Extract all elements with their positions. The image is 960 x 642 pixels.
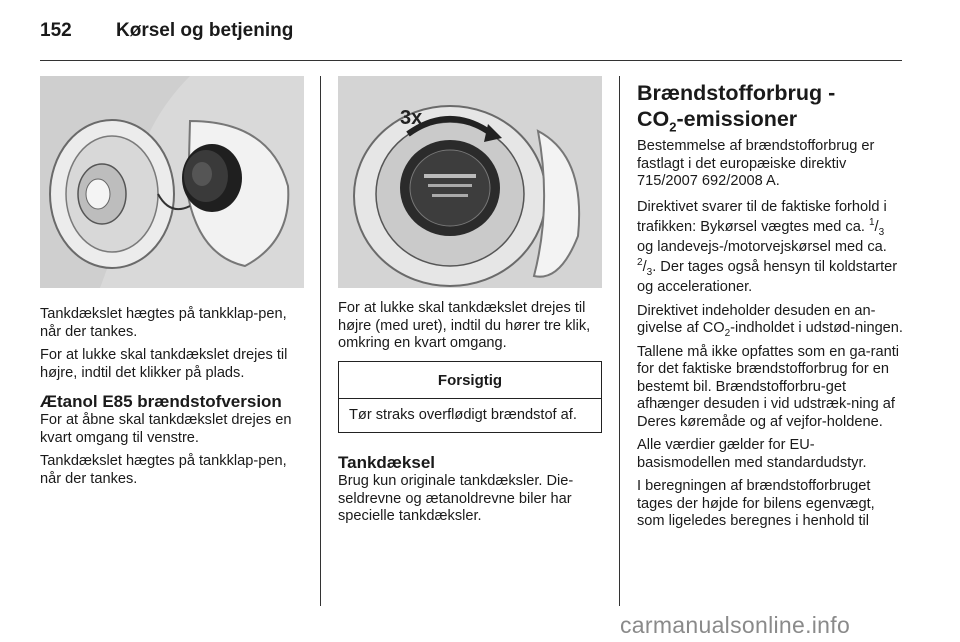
column-divider-2 <box>619 76 620 606</box>
subheading-e85: Ætanol E85 brændstofversion <box>40 392 282 411</box>
column-1 <box>40 76 304 494</box>
paragraph: Tankdækslet hægtes på tankklap-pen, når der tankes. <box>40 306 287 340</box>
subheading-tankdaeksel: Tankdæksel <box>338 453 436 472</box>
fuel-cap-turn-illustration <box>338 76 602 288</box>
page-number: 152 <box>40 20 72 41</box>
column-divider-1 <box>320 76 321 606</box>
paragraph: Tankdækslet hægtes på tankklap-pen, når der tankes. <box>40 453 287 487</box>
section-title: Kørsel og betjening <box>116 20 294 41</box>
paragraph: For at lukke skal tankdækslet drejes til højre (med uret), indtil du hører tre klik, omkring en kvart omgang. <box>338 300 591 351</box>
figure-label-3x: 3x <box>400 107 423 129</box>
paragraph: I beregningen af brændstofforbruget tages der højde for bilens egenvægt, som ligeledes beregnes i henhold til <box>637 478 875 529</box>
paragraph: For at åbne skal tankdækslet drejes en kvart omgang til venstre. <box>40 412 292 446</box>
caution-title: Forsigtig <box>339 362 601 399</box>
paragraph: Brug kun originale tankdæksler. Die-seldrevne og ætanoldrevne biler har specielle tankdæksler. <box>338 473 574 524</box>
paragraph: Alle værdier gælder for EU-basismodellen med standardudstyr. <box>637 437 867 471</box>
caution-text: Tør straks overflødigt brændstof af. <box>349 406 577 423</box>
paragraph: Tallene må ikke opfattes som en ga-ranti for det faktiske brændstofforbrug for en bestemt bil. Brændstofforbru-get afhænger desuden i vid udstræk-ning af Deres køremåde og af vejfor-holdene. <box>637 343 900 430</box>
watermark: carmanualsonline.info <box>620 612 851 638</box>
paragraph-co2: Direktivet indeholder desuden en an-givelse af $CO_2$-indholdet i udstød-ningen. <box>637 302 903 339</box>
fuel-cap-hooked-illustration <box>40 76 304 288</box>
paragraph-fractions: Direktivet svarer til de faktiske forhold i trafikken: Bykørsel vægtes med ca. $^1/_3$ og landevejs-/motorvejskørsel med ca. $^2/_3$. Der tages også hensyn til koldstarter og accelerationer. <box>637 198 898 295</box>
page-header <box>40 20 293 50</box>
paragraph: For at lukke skal tankdækslet drejes til højre, indtil det klikker på plads. <box>40 347 288 381</box>
paragraph: Bestemmelse af brændstofforbrug er fastlagt i det europæiske direktiv 715/2007 692/2008 A. <box>637 138 875 189</box>
column-3 <box>637 76 903 537</box>
column-2 <box>338 76 602 532</box>
caution-box <box>338 361 602 434</box>
header-rule <box>40 60 902 61</box>
heading-fuel-consumption: Brændstofforbrug - $CO_2$-emissioner <box>637 81 836 135</box>
